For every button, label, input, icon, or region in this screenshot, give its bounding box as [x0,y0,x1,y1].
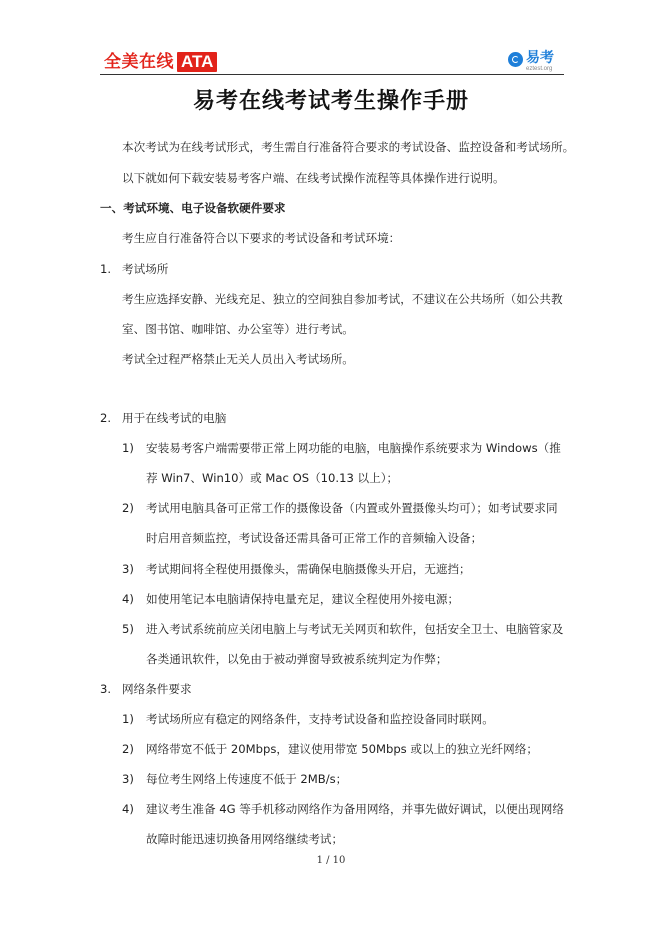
section-lead: 考生应自行准备符合以下要求的考试设备和考试环境： [122,231,401,245]
list-item-number: 2. [100,411,112,425]
sub-item-number: 5) [122,622,134,636]
sub-item-number: 4) [122,592,134,606]
intro-line-1: 本次考试为在线考试形式，考生需自行准备符合要求的考试设备、监控设备和考试场所。 [122,140,575,154]
ata-logo-text: 全美在线 [104,52,174,72]
sub-item-line: 网络带宽不低于 20Mbps，建议使用带宽 50Mbps 或以上的独立光纤网络； [146,742,538,756]
sub-item-line: 每位考生网络上传速度不低于 2MB/s； [146,772,348,786]
sub-item-number: 4) [122,802,134,816]
sub-item-line: 如使用笔记本电脑请保持电量充足，建议全程使用外接电源； [146,592,460,606]
list-item-number: 3. [100,682,112,696]
page-header [0,0,662,80]
sub-item-line: 荐 Win7、Win10）或 Mac OS（10.13 以上）； [146,471,399,485]
sub-item-line: 故障时能迅速切换备用网络继续考试； [146,832,344,846]
document-title: 易考在线考试考生操作手册 [192,89,469,114]
eztest-logo [508,49,564,73]
sub-item-line: 各类通讯软件，以免由于被动弹窗导致被系统判定为作弊； [146,652,448,666]
eztest-logo-url: eztest.org [526,66,553,72]
sub-item-number: 1) [122,441,134,455]
sub-item-number: 3) [122,562,134,576]
ata-logo-badge: ATA [177,52,217,72]
section-heading: 一、考试环境、电子设备软硬件要求 [100,201,286,215]
sub-item-line: 考试场所应有稳定的网络条件，支持考试设备和监控设备同时联网。 [146,712,494,726]
paragraph-line: 室、图书馆、咖啡馆、办公室等）进行考试。 [122,322,354,336]
sub-item-line: 建议考生准备 4G 等手机移动网络作为备用网络，并事先做好调试，以便出现网络 [146,802,564,816]
sub-item-line: 考试用电脑具备可正常工作的摄像设备（内置或外置摄像头均可）；如考试要求同 [146,501,558,515]
sub-item-number: 3) [122,772,134,786]
sub-item-number: 2) [122,742,134,756]
eztest-logo-text: 易考 [526,50,554,66]
sub-item-line: 安装易考客户端需要带正常上网功能的电脑，电脑操作系统要求为 Windows（推 [146,441,561,455]
intro-line-2: 以下就如何下载安装易考客户端、在线考试操作流程等具体操作进行说明。 [122,171,505,185]
sub-item-number: 1) [122,712,134,726]
sub-item-number: 2) [122,501,134,515]
header-divider [100,74,564,75]
page-number: 1 / 10 [316,855,346,866]
paragraph-line: 考生应选择安静、光线充足、独立的空间独自参加考试，不建议在公共场所（如公共教 [122,292,563,306]
ata-logo [104,51,217,73]
list-item-title: 网络条件要求 [122,682,192,696]
paragraph-line: 考试全过程严格禁止无关人员出入考试场所。 [122,352,354,366]
list-item-title: 用于在线考试的电脑 [122,411,227,425]
sub-item-line: 考试期间将全程使用摄像头，需确保电脑摄像头开启，无遮挡； [146,562,471,576]
list-item-title: 考试场所 [122,262,169,276]
sub-item-line: 时启用音频监控，考试设备还需具备可正常工作的音频输入设备； [146,531,483,545]
list-item-number: 1. [100,262,112,276]
eztest-logo-icon [508,52,523,67]
sub-item-line: 进入考试系统前应关闭电脑上与考试无关网页和软件，包括安全卫士、电脑管家及 [146,622,564,636]
